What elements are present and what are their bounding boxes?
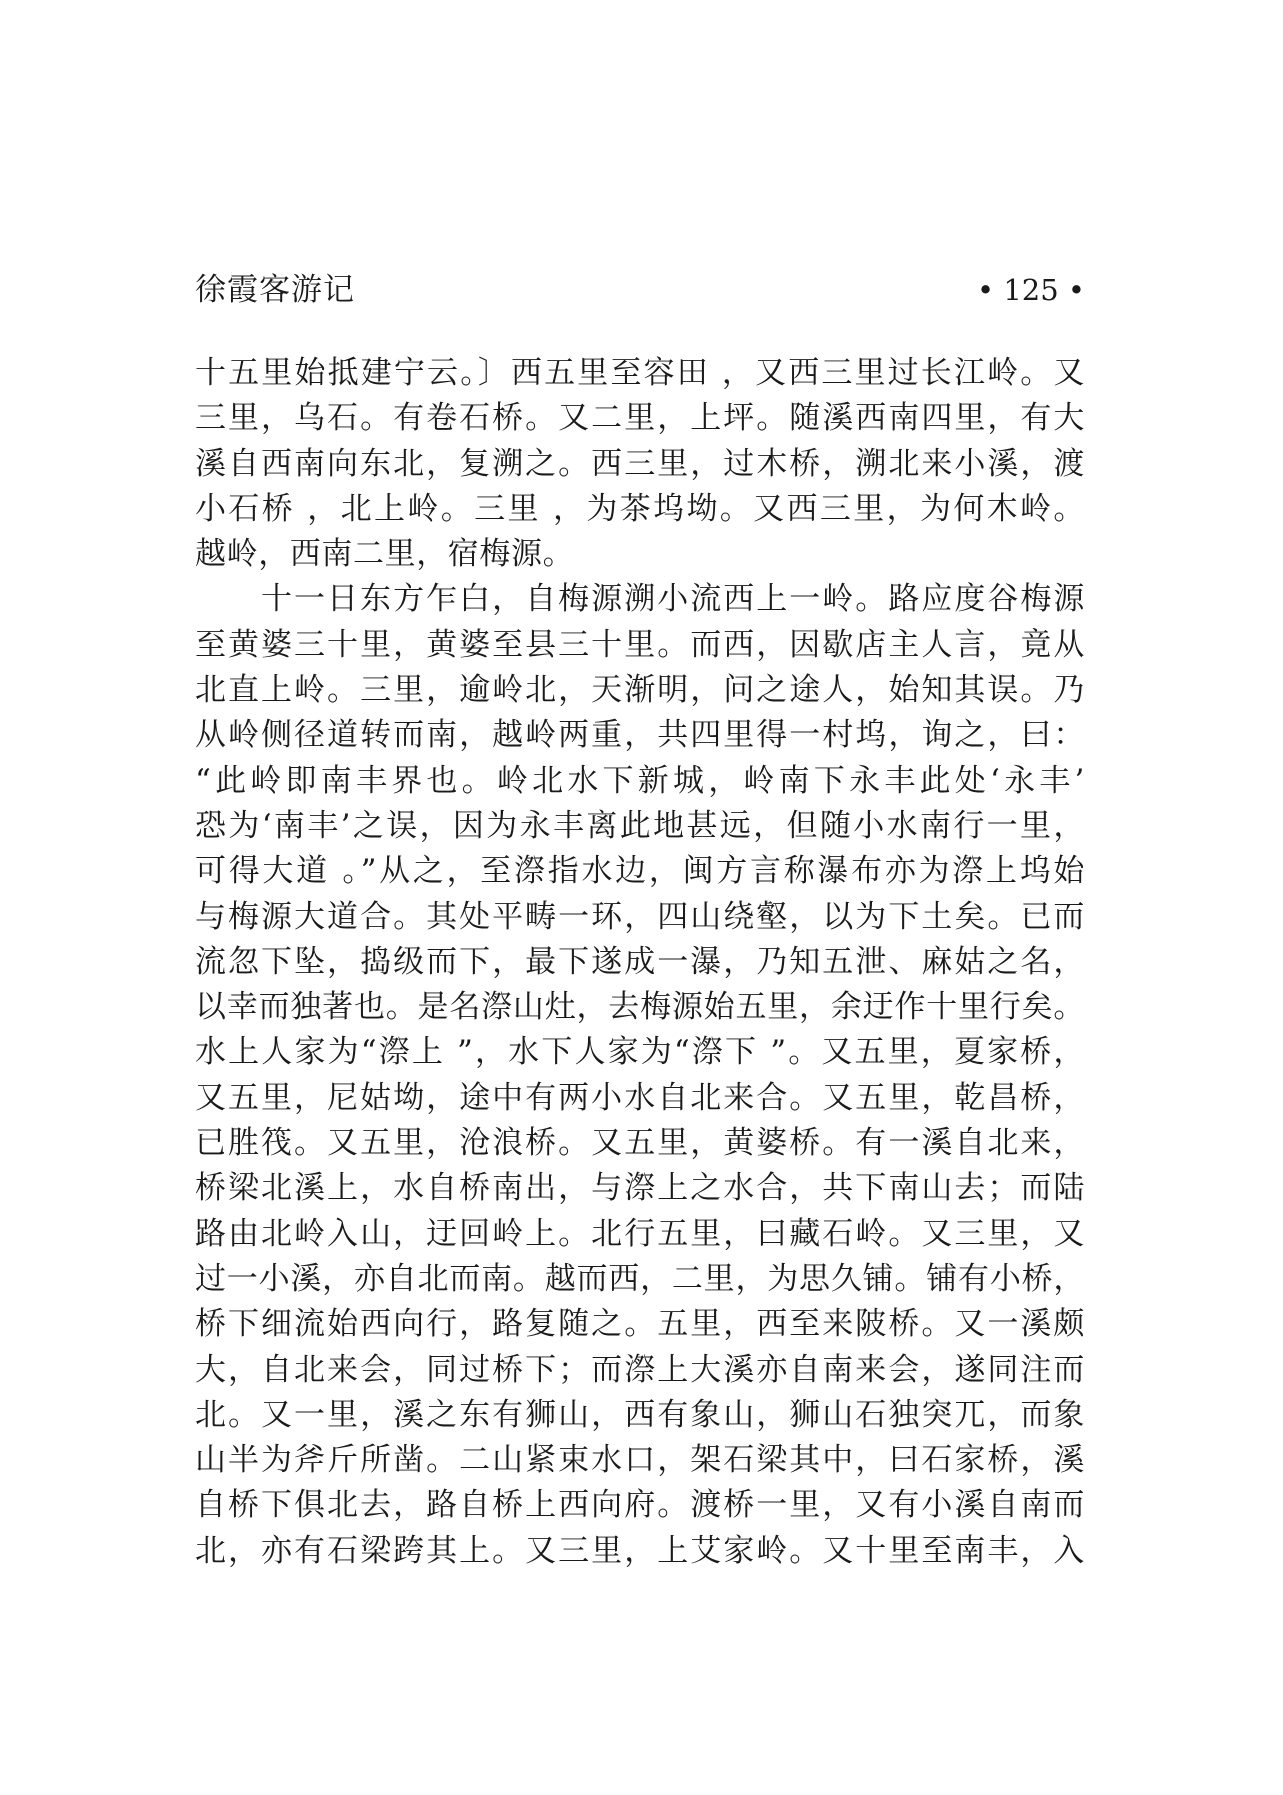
text-line: 恐为‘南丰’之误，因为永丰离此地甚远，但随小水南行一里， xyxy=(195,807,1085,844)
body-text xyxy=(195,351,1085,1574)
text-line: 大，自北来会，同过桥下；而漈上大溪亦自南来会，遂同注而 xyxy=(195,1351,1085,1388)
text-line: 水上人家为“漈上 ”，水下人家为“漈下 ”。又五里，夏家桥， xyxy=(195,1034,1085,1071)
text-line: 流忽下坠，捣级而下，最下遂成一瀑，乃知五泄、麻姑之名， xyxy=(195,943,1085,980)
text-line: 桥梁北溪上，水自桥南出，与漈上之水合，共下南山去；而陆 xyxy=(195,1170,1085,1207)
text-line: 山半为斧斤所凿。二山紧束水口，架石梁其中，曰石家桥，溪 xyxy=(195,1442,1085,1479)
text-line: 以幸而独著也。是名漈山灶，去梅源始五里，余迂作十里行矣。 xyxy=(195,989,1085,1026)
text-line: 十五里始抵建宁云。〕西五里至容田 ，又西三里过长江岭。又 xyxy=(195,355,1085,391)
text-line: 又五里，尼姑坳，途中有两小水自北来合。又五里，乾昌桥， xyxy=(195,1079,1085,1116)
text-line: 桥下细流始西向行，路复随之。五里，西至来陂桥。又一溪颇 xyxy=(195,1306,1085,1343)
text-line: 路由北岭入山，迂回岭上。北行五里，曰藏石岭。又三里，又 xyxy=(195,1215,1085,1252)
text-line: 三里，乌石。有卷石桥。又二里，上坪。随溪西南四里，有大 xyxy=(195,400,1085,437)
text-line: 过一小溪，亦自北而南。越而西，二里，为思久铺。铺有小桥， xyxy=(195,1260,1085,1297)
text-line: “此岭即南丰界也。岭北水下新城，岭南下永丰此处‘永丰’ xyxy=(195,762,1085,799)
text-line: 北直上岭。三里，逾岭北，天渐明，问之途人，始知其误。乃 xyxy=(195,672,1085,709)
text-line: 自桥下俱北去，路自桥上西向府。渡桥一里，又有小溪自南而 xyxy=(195,1487,1085,1524)
text-line: 至黄婆三十里，黄婆至县三十里。而西，因歇店主人言，竟从 xyxy=(195,626,1085,663)
text-line: 越岭，西南二里，宿梅源。 xyxy=(195,536,575,573)
text-line: 北。又一里，溪之东有狮山，西有象山，狮山石独突兀，而象 xyxy=(195,1396,1085,1433)
text-line: 北，亦有石梁跨其上。又三里，上艾家岭。又十里至南丰，入 xyxy=(195,1532,1085,1569)
page-header xyxy=(195,265,1085,315)
text-line: 可得大道 。”从之，至漈指水边，闽方言称瀑布亦为漈上坞始 xyxy=(195,853,1085,890)
text-line: 溪自西南向东北，复溯之。西三里，过木桥，溯北来小溪，渡 xyxy=(195,445,1085,482)
text-line: 小石桥 ，北上岭。三里 ，为茶坞坳。又西三里，为何木岭。 xyxy=(195,490,1085,527)
text-line: 与梅源大道合。其处平畴一环，四山绕壑，以为下土矣。已而 xyxy=(195,898,1085,935)
text-line: 已胜筏。又五里，沧浪桥。又五里，黄婆桥。有一溪自北来， xyxy=(195,1125,1085,1162)
paragraph-first-line: 十一日东方乍白，自梅源溯小流西上一岭。路应度谷梅源 xyxy=(261,581,1085,618)
page-number: • 125 • xyxy=(977,273,1085,307)
text-line: 从岭侧径道转而南，越岭两重，共四里得一村坞，询之，曰： xyxy=(195,717,1085,754)
book-title: 徐霞客游记 xyxy=(195,272,355,308)
